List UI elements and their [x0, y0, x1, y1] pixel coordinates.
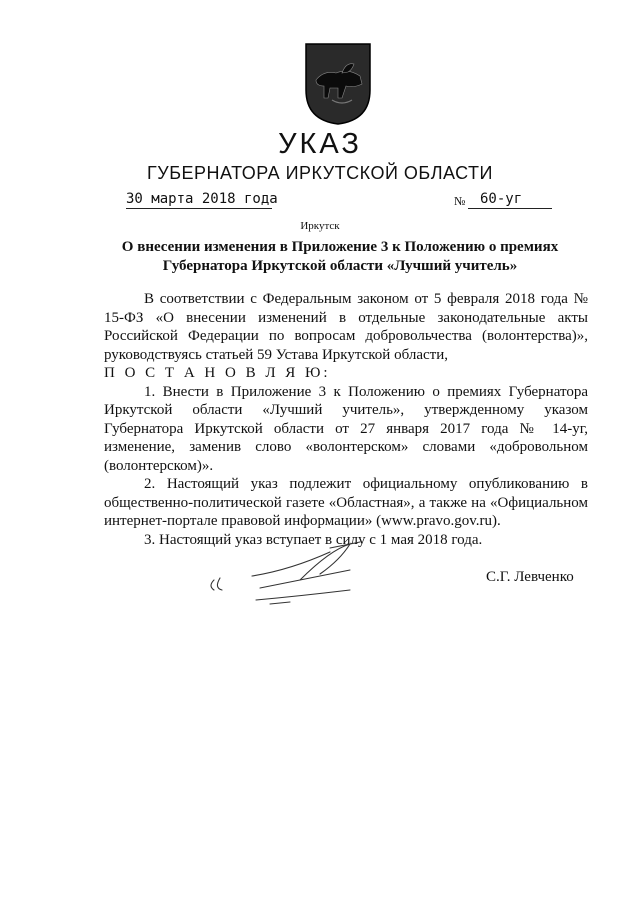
item-2-paragraph: 2. Настоящий указ подлежит официальному опубликованию в общественно-политической газете «Областная», а также на «Официальном интернет-портале правовой информации» (www.pravo.gov.ru).	[104, 476, 588, 529]
document-body	[104, 290, 588, 549]
item-1-paragraph: 1. Внести в Приложение 3 к Положению о премиях Губернатора Иркутской области «Лучший учитель», утвержденному указом Губернатора Иркутской области от 27 января 2017 года № 14-уг, изменение, заменив слово «волонтерском» словами «добровольном (волонтерском)».	[104, 383, 588, 474]
signer-name: С.Г. Левченко	[486, 569, 574, 585]
number-underline	[468, 208, 552, 209]
number-sign: №	[454, 194, 466, 208]
preamble-paragraph: В соответствии с Федеральным законом от 5 февраля 2018 года № 15-ФЗ «О внесении изменений в отдельные законодательные акты Российской Федерации по вопросам добровольчества (волонтерства)», руководствуясь статьей 59 Устава Иркутской области,	[104, 291, 588, 363]
document-city: Иркутск	[300, 220, 340, 232]
heading-line-2: Губернатора Иркутской области «Лучший учитель»	[162, 258, 518, 274]
document-date: 30 марта 2018 года	[126, 191, 278, 207]
document-title: УКАЗ	[278, 128, 362, 160]
item-3-paragraph: 3. Настоящий указ вступает в силу с 1 мая 2018 года.	[144, 531, 483, 548]
date-underline	[126, 208, 272, 209]
document-number: 60-уг	[480, 191, 523, 207]
document-issuer: ГУБЕРНАТОРА ИРКУТСКОЙ ОБЛАСТИ	[147, 163, 493, 183]
heading-line-1: О внесении изменения в Приложение 3 к Положению о премиях	[121, 239, 559, 255]
handwritten-signature	[200, 530, 390, 610]
coat-of-arms-icon	[302, 40, 374, 126]
document-heading	[120, 238, 560, 276]
decree-word: П О С Т А Н О В Л Я Ю:	[104, 365, 331, 381]
